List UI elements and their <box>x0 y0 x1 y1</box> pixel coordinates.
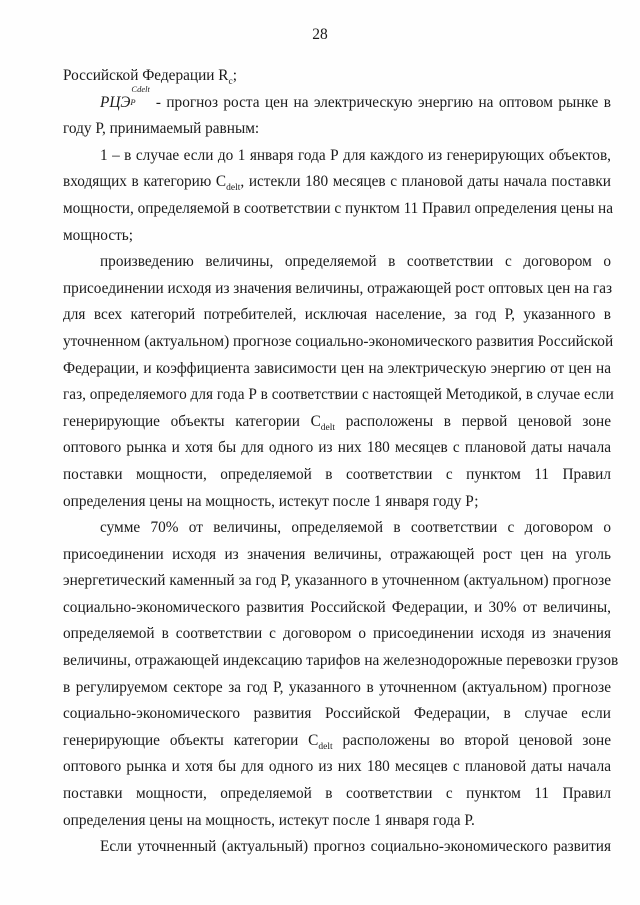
text-fragment: генерирующие объекты категории C <box>63 731 319 749</box>
text-line: поставки мощности, определяемой в соответствии с пунктом 11 Правил <box>63 785 611 803</box>
formula-indices <box>130 83 150 107</box>
text-line: произведению величины, определяемой в соответствии с договором о <box>100 253 611 271</box>
text-line: величины, отражающей индексацию тарифов на железнодорожные перевозки грузов <box>63 652 619 670</box>
text-line: оптового рынка и хотя бы для одного из них 180 месяцев с плановой даты начала <box>63 758 611 776</box>
text-fragment: генерирующие объекты категории C <box>63 412 321 430</box>
text-line: году Р, принимаемый равным: <box>63 120 260 138</box>
text-line: 1 – в случае если до 1 января года Р для каждого из генерирующих объектов, <box>100 146 611 164</box>
text-line: оптового рынка и хотя бы для одного из них 180 месяцев с плановой даты начала <box>63 439 611 457</box>
text-line: социально-экономического развития Российской Федерации, в случае если <box>63 705 611 723</box>
subscript: delt <box>320 422 336 433</box>
text-line: для всех категорий потребителей, исключая население, за год Р, указанного в <box>63 306 611 324</box>
text-fragment: , истекли 180 месяцев с плановой даты начала поставки <box>240 173 611 191</box>
text-line <box>63 728 611 755</box>
document-body <box>63 63 619 861</box>
formula-symbol: РЦЭ <box>100 93 131 111</box>
subscript: delt <box>226 183 241 194</box>
text-line: энергетический каменный за год Р, указанного в уточненном (актуальном) прогнозе <box>63 572 611 590</box>
subscript: delt <box>318 741 333 752</box>
text-line: сумме 70% от величины, определяемой в соответствии с договором о <box>100 519 611 537</box>
text-line: Федерации, и коэффициента зависимости цен на электрическую энергию от цен на <box>63 359 611 377</box>
text-line: уточненном (актуальном) прогнозе социально-экономического развития Российской <box>63 332 614 350</box>
text-fragment: входящих в категорию C <box>63 173 227 191</box>
text-fragment: расположены в первой ценовой зоне <box>335 412 611 430</box>
text-line: Если уточненный (актуальный) прогноз социально-экономического развития <box>100 838 611 856</box>
superscript: Cdelt <box>131 83 150 94</box>
text-line: мощности, определяемой в соответствии с пунктом 11 Правил определения цены на <box>63 199 614 217</box>
text-fragment: - прогноз роста цен на электрическую энергию на оптовом рынке в <box>150 93 611 111</box>
text-line <box>63 83 611 117</box>
page-number: 28 <box>312 26 328 43</box>
text-line: определения цены на мощность, истекут после 1 января году Р; <box>63 492 479 510</box>
text-line: мощность; <box>63 226 134 244</box>
text-line: определения цены на мощность, истекут после 1 января года Р. <box>63 811 475 829</box>
text-line: поставки мощности, определяемой в соответствии с пунктом 11 Правил <box>63 465 611 483</box>
text-fragment: расположены во второй ценовой зоне <box>332 731 611 749</box>
text-line: в регулируемом секторе за год Р, указанного в уточненном (актуальном) прогнозе <box>63 678 611 696</box>
text-line <box>63 169 611 196</box>
text-line: определяемой в соответствии с договором о присоединении исходя из значения <box>63 625 611 643</box>
subscript: P <box>130 96 136 107</box>
subscript: c <box>228 77 233 88</box>
text-line: социально-экономического развития Российской Федерации, и 30% от величины, <box>63 598 611 616</box>
text-fragment: ; <box>232 67 237 84</box>
text-line: присоединении исходя из значения величины, отражающей рост цен на уголь <box>63 545 611 563</box>
text-line <box>63 409 611 436</box>
text-line: газ, определяемого для года Р в соответствии с настоящей Методикой, в случае если <box>63 386 614 404</box>
text-fragment: Российской Федерации R <box>63 67 229 84</box>
text-line: присоединении исходя из значения величины, отражающей рост оптовых цен на газ <box>63 279 613 297</box>
